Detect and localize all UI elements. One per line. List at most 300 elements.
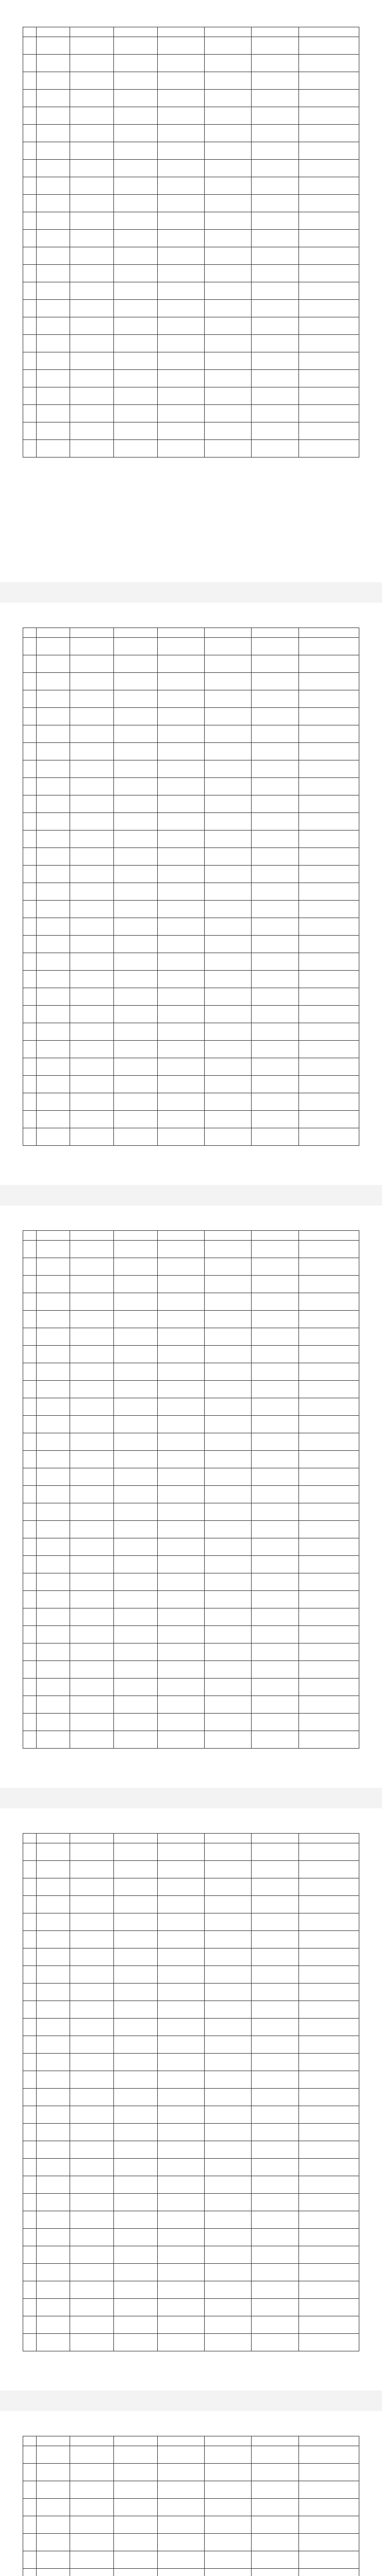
table-cell: [37, 1714, 70, 1731]
table-cell: [205, 1311, 252, 1328]
table-row: [23, 2499, 359, 2516]
table-cell: [252, 2281, 298, 2299]
table-cell: [114, 655, 158, 673]
table-cell: [70, 831, 114, 848]
table-row: [23, 282, 359, 300]
table-cell: [252, 2036, 298, 2054]
table-cell: [37, 1861, 70, 1878]
table-cell: [37, 743, 70, 760]
table-cell: [298, 813, 359, 831]
table-cell: [114, 760, 158, 778]
table-cell: [298, 1058, 359, 1076]
table-cell: [205, 1346, 252, 1363]
table-cell: [157, 866, 204, 883]
table-cell: [298, 795, 359, 813]
table-cell: [157, 2516, 204, 2534]
table-row: [23, 988, 359, 1006]
table-row: [23, 690, 359, 708]
table-cell: [252, 422, 298, 440]
table-row: [23, 107, 359, 125]
table-cell: [298, 160, 359, 177]
table-cell: [23, 1661, 37, 1679]
table-cell: [23, 1948, 37, 1966]
col-header: [23, 1231, 37, 1241]
table-cell: [157, 1058, 204, 1076]
table-cell: [37, 247, 70, 265]
table-cell: [23, 282, 37, 300]
table-cell: [114, 335, 158, 352]
table-cell: [157, 1556, 204, 1573]
table-cell: [37, 988, 70, 1006]
table-header-row: [23, 1231, 359, 1241]
table-cell: [157, 1608, 204, 1626]
table-cell: [37, 1966, 70, 1984]
table-cell: [298, 2516, 359, 2534]
table-cell: [298, 708, 359, 725]
page-5: [0, 2411, 382, 2576]
table-cell: [114, 265, 158, 282]
table-cell: [23, 2176, 37, 2194]
table-cell: [70, 440, 114, 457]
col-header: [252, 27, 298, 37]
table-cell: [252, 936, 298, 953]
page-4: [0, 1808, 382, 2391]
table-cell: [205, 370, 252, 387]
table-cell: [157, 300, 204, 317]
table-cell: [298, 2071, 359, 2089]
table-cell: [157, 405, 204, 422]
table-cell: [70, 2141, 114, 2159]
table-cell: [37, 1468, 70, 1486]
col-header: [157, 628, 204, 638]
table-cell: [114, 1416, 158, 1433]
table-cell: [298, 1643, 359, 1661]
table-cell: [298, 422, 359, 440]
page-header: [9, 2415, 373, 2422]
table-cell: [157, 2019, 204, 2036]
table-cell: [37, 673, 70, 690]
table-body: [23, 2446, 359, 2576]
table-cell: [114, 2281, 158, 2299]
table-row: [23, 2176, 359, 2194]
table-cell: [70, 1984, 114, 2001]
table-cell: [252, 55, 298, 72]
table-cell: [70, 1293, 114, 1311]
table-row: [23, 1398, 359, 1416]
table-cell: [252, 107, 298, 125]
table-cell: [114, 370, 158, 387]
table-cell: [114, 230, 158, 247]
col-header: [114, 2436, 158, 2446]
table-cell: [252, 230, 298, 247]
table-row: [23, 2124, 359, 2141]
table-cell: [205, 90, 252, 107]
table-cell: [157, 655, 204, 673]
table-cell: [23, 1913, 37, 1931]
table-row: [23, 1538, 359, 1556]
table-row: [23, 370, 359, 387]
table-cell: [70, 848, 114, 866]
table-cell: [252, 1111, 298, 1128]
table-cell: [252, 1626, 298, 1643]
table-cell: [205, 1731, 252, 1749]
table-cell: [70, 1931, 114, 1948]
table-cell: [114, 1041, 158, 1058]
table-cell: [298, 1416, 359, 1433]
table-cell: [157, 335, 204, 352]
table-cell: [157, 2464, 204, 2481]
table-cell: [298, 72, 359, 90]
table-cell: [252, 160, 298, 177]
table-cell: [114, 953, 158, 971]
table-row: [23, 1381, 359, 1398]
table-cell: [205, 1661, 252, 1679]
table-header-row: [23, 27, 359, 37]
table-row: [23, 247, 359, 265]
table-cell: [252, 1984, 298, 2001]
table-cell: [157, 1023, 204, 1041]
table-cell: [298, 1931, 359, 1948]
table-cell: [23, 2054, 37, 2071]
table-cell: [114, 317, 158, 335]
table-cell: [114, 1948, 158, 1966]
table-row: [23, 1878, 359, 1896]
table-cell: [298, 866, 359, 883]
table-cell: [205, 1966, 252, 1984]
table-cell: [37, 1521, 70, 1538]
table-cell: [70, 883, 114, 901]
table-row: [23, 2464, 359, 2481]
table-cell: [37, 2569, 70, 2576]
table-row: [23, 743, 359, 760]
table-row: [23, 2001, 359, 2019]
table-cell: [114, 1591, 158, 1608]
table-cell: [205, 638, 252, 655]
table-cell: [252, 387, 298, 405]
table-cell: [114, 2569, 158, 2576]
table-cell: [252, 673, 298, 690]
table-cell: [70, 1861, 114, 1878]
table-cell: [252, 2001, 298, 2019]
table-cell: [37, 813, 70, 831]
table-cell: [157, 1276, 204, 1293]
table-cell: [252, 1913, 298, 1931]
table-cell: [157, 1931, 204, 1948]
table-row: [23, 335, 359, 352]
table-cell: [157, 813, 204, 831]
table-cell: [37, 1913, 70, 1931]
table-cell: [114, 1556, 158, 1573]
table-cell: [37, 2264, 70, 2281]
table-cell: [205, 1293, 252, 1311]
table-cell: [205, 1416, 252, 1433]
table-cell: [70, 55, 114, 72]
table-cell: [37, 107, 70, 125]
table-cell: [23, 107, 37, 125]
table-cell: [205, 1696, 252, 1714]
table-row: [23, 1591, 359, 1608]
table-cell: [23, 848, 37, 866]
table-cell: [252, 265, 298, 282]
table-row: [23, 1006, 359, 1023]
table-cell: [298, 2334, 359, 2351]
table-cell: [157, 2194, 204, 2211]
table-cell: [23, 1468, 37, 1486]
table-row: [23, 760, 359, 778]
table-cell: [37, 1679, 70, 1696]
col-header: [205, 1834, 252, 1843]
terms-table: [23, 2436, 359, 2576]
table-cell: [37, 1661, 70, 1679]
table-cell: [23, 1058, 37, 1076]
table-cell: [37, 1538, 70, 1556]
table-cell: [252, 2089, 298, 2106]
table-cell: [37, 37, 70, 55]
table-cell: [298, 1258, 359, 1276]
table-cell: [23, 1328, 37, 1346]
table-cell: [70, 1416, 114, 1433]
table-cell: [157, 971, 204, 988]
table-cell: [298, 1966, 359, 1984]
table-cell: [157, 317, 204, 335]
table-cell: [252, 300, 298, 317]
table-cell: [205, 936, 252, 953]
table-cell: [252, 212, 298, 230]
table-cell: [70, 813, 114, 831]
table-cell: [298, 2499, 359, 2516]
table-cell: [37, 335, 70, 352]
table-cell: [157, 1861, 204, 1878]
table-row: [23, 1626, 359, 1643]
table-cell: [23, 918, 37, 936]
table-row: [23, 2194, 359, 2211]
table-cell: [23, 1966, 37, 1984]
col-header: [252, 2436, 298, 2446]
table-cell: [114, 55, 158, 72]
table-cell: [114, 1608, 158, 1626]
table-cell: [157, 690, 204, 708]
table-row: [23, 1731, 359, 1749]
table-row: [23, 1966, 359, 1984]
table-cell: [23, 1398, 37, 1416]
table-row: [23, 1451, 359, 1468]
table-cell: [70, 690, 114, 708]
table-cell: [70, 743, 114, 760]
table-cell: [37, 387, 70, 405]
table-cell: [298, 1363, 359, 1381]
table-cell: [37, 2464, 70, 2481]
table-cell: [205, 1861, 252, 1878]
table-cell: [23, 1346, 37, 1363]
table-cell: [298, 230, 359, 247]
table-cell: [23, 1451, 37, 1468]
table-cell: [70, 1538, 114, 1556]
table-cell: [70, 2481, 114, 2499]
table-cell: [23, 2446, 37, 2464]
table-row: [23, 2281, 359, 2299]
col-header: [298, 1834, 359, 1843]
table-cell: [37, 1006, 70, 1023]
table-cell: [23, 901, 37, 918]
table-cell: [70, 2264, 114, 2281]
table-cell: [23, 2106, 37, 2124]
table-row: [23, 142, 359, 160]
table-cell: [298, 1503, 359, 1521]
col-header: [205, 27, 252, 37]
table-cell: [298, 2019, 359, 2036]
table-cell: [70, 918, 114, 936]
table-cell: [70, 1328, 114, 1346]
table-cell: [205, 2446, 252, 2464]
table-cell: [252, 2534, 298, 2551]
table-cell: [252, 1433, 298, 1451]
table-cell: [252, 743, 298, 760]
table-cell: [114, 440, 158, 457]
table-cell: [157, 282, 204, 300]
table-cell: [70, 125, 114, 142]
table-cell: [114, 2499, 158, 2516]
table-cell: [37, 2019, 70, 2036]
table-cell: [252, 2229, 298, 2246]
table-cell: [70, 1241, 114, 1258]
table-cell: [157, 1093, 204, 1111]
table-cell: [37, 708, 70, 725]
table-cell: [23, 2229, 37, 2246]
table-cell: [252, 1878, 298, 1896]
table-cell: [37, 2001, 70, 2019]
table-cell: [252, 1948, 298, 1966]
table-cell: [70, 1093, 114, 1111]
table-cell: [252, 2446, 298, 2464]
table-cell: [70, 2124, 114, 2141]
table-cell: [157, 1076, 204, 1093]
table-cell: [205, 1948, 252, 1966]
table-body: [23, 638, 359, 1146]
table-cell: [70, 72, 114, 90]
table-cell: [205, 2281, 252, 2299]
table-cell: [298, 1486, 359, 1503]
table-cell: [114, 971, 158, 988]
table-cell: [157, 1451, 204, 1468]
table-cell: [23, 708, 37, 725]
table-cell: [37, 1643, 70, 1661]
table-cell: [70, 37, 114, 55]
table-cell: [298, 2106, 359, 2124]
table-cell: [157, 1731, 204, 1749]
table-cell: [37, 2334, 70, 2351]
table-cell: [114, 1076, 158, 1093]
table-cell: [37, 936, 70, 953]
table-cell: [23, 72, 37, 90]
table-cell: [23, 1608, 37, 1626]
table-cell: [298, 2446, 359, 2464]
page-number: [9, 1174, 373, 1181]
table-cell: [252, 2071, 298, 2089]
table-cell: [37, 2246, 70, 2264]
page-body: [23, 2433, 359, 2576]
table-cell: [23, 673, 37, 690]
table-cell: [298, 725, 359, 743]
table-cell: [70, 2159, 114, 2176]
table-cell: [114, 2551, 158, 2569]
table-cell: [298, 1076, 359, 1093]
table-cell: [23, 1679, 37, 1696]
table-cell: [37, 971, 70, 988]
table-row: [23, 2106, 359, 2124]
col-header: [37, 1834, 70, 1843]
table-cell: [205, 2036, 252, 2054]
table-cell: [252, 1573, 298, 1591]
table-cell: [114, 1058, 158, 1076]
table-cell: [252, 335, 298, 352]
table-cell: [23, 37, 37, 55]
table-cell: [157, 1679, 204, 1696]
table-cell: [157, 708, 204, 725]
table-cell: [205, 2159, 252, 2176]
table-cell: [70, 1679, 114, 1696]
table-cell: [298, 387, 359, 405]
table-cell: [157, 1381, 204, 1398]
table-cell: [37, 160, 70, 177]
table-cell: [298, 2159, 359, 2176]
col-header: [252, 1231, 298, 1241]
table-cell: [114, 1538, 158, 1556]
table-cell: [37, 1258, 70, 1276]
col-header: [252, 1834, 298, 1843]
table-cell: [205, 2229, 252, 2246]
table-cell: [252, 90, 298, 107]
table-cell: [70, 2516, 114, 2534]
table-cell: [114, 142, 158, 160]
table-cell: [252, 1398, 298, 1416]
table-cell: [70, 901, 114, 918]
table-cell: [252, 813, 298, 831]
table-cell: [298, 883, 359, 901]
table-cell: [157, 2001, 204, 2019]
table-cell: [70, 1398, 114, 1416]
col-header: [157, 2436, 204, 2446]
table-cell: [157, 55, 204, 72]
table-cell: [298, 1556, 359, 1573]
table-row: [23, 195, 359, 212]
table-cell: [252, 1451, 298, 1468]
table-cell: [23, 988, 37, 1006]
col-header: [70, 2436, 114, 2446]
table-cell: [70, 1111, 114, 1128]
table-cell: [114, 37, 158, 55]
table-cell: [252, 883, 298, 901]
table-cell: [298, 971, 359, 988]
table-cell: [114, 1731, 158, 1749]
table-body: [23, 1241, 359, 1749]
table-cell: [205, 2001, 252, 2019]
table-cell: [252, 1591, 298, 1608]
table-cell: [70, 1503, 114, 1521]
table-cell: [298, 1328, 359, 1346]
table-cell: [37, 1486, 70, 1503]
table-row: [23, 1241, 359, 1258]
table-cell: [157, 743, 204, 760]
table-cell: [298, 2316, 359, 2334]
table-cell: [70, 2534, 114, 2551]
table-cell: [23, 1041, 37, 1058]
table-row: [23, 2229, 359, 2246]
table-cell: [114, 901, 158, 918]
table-cell: [298, 405, 359, 422]
table-cell: [70, 2089, 114, 2106]
table-cell: [205, 1626, 252, 1643]
table-row: [23, 177, 359, 195]
